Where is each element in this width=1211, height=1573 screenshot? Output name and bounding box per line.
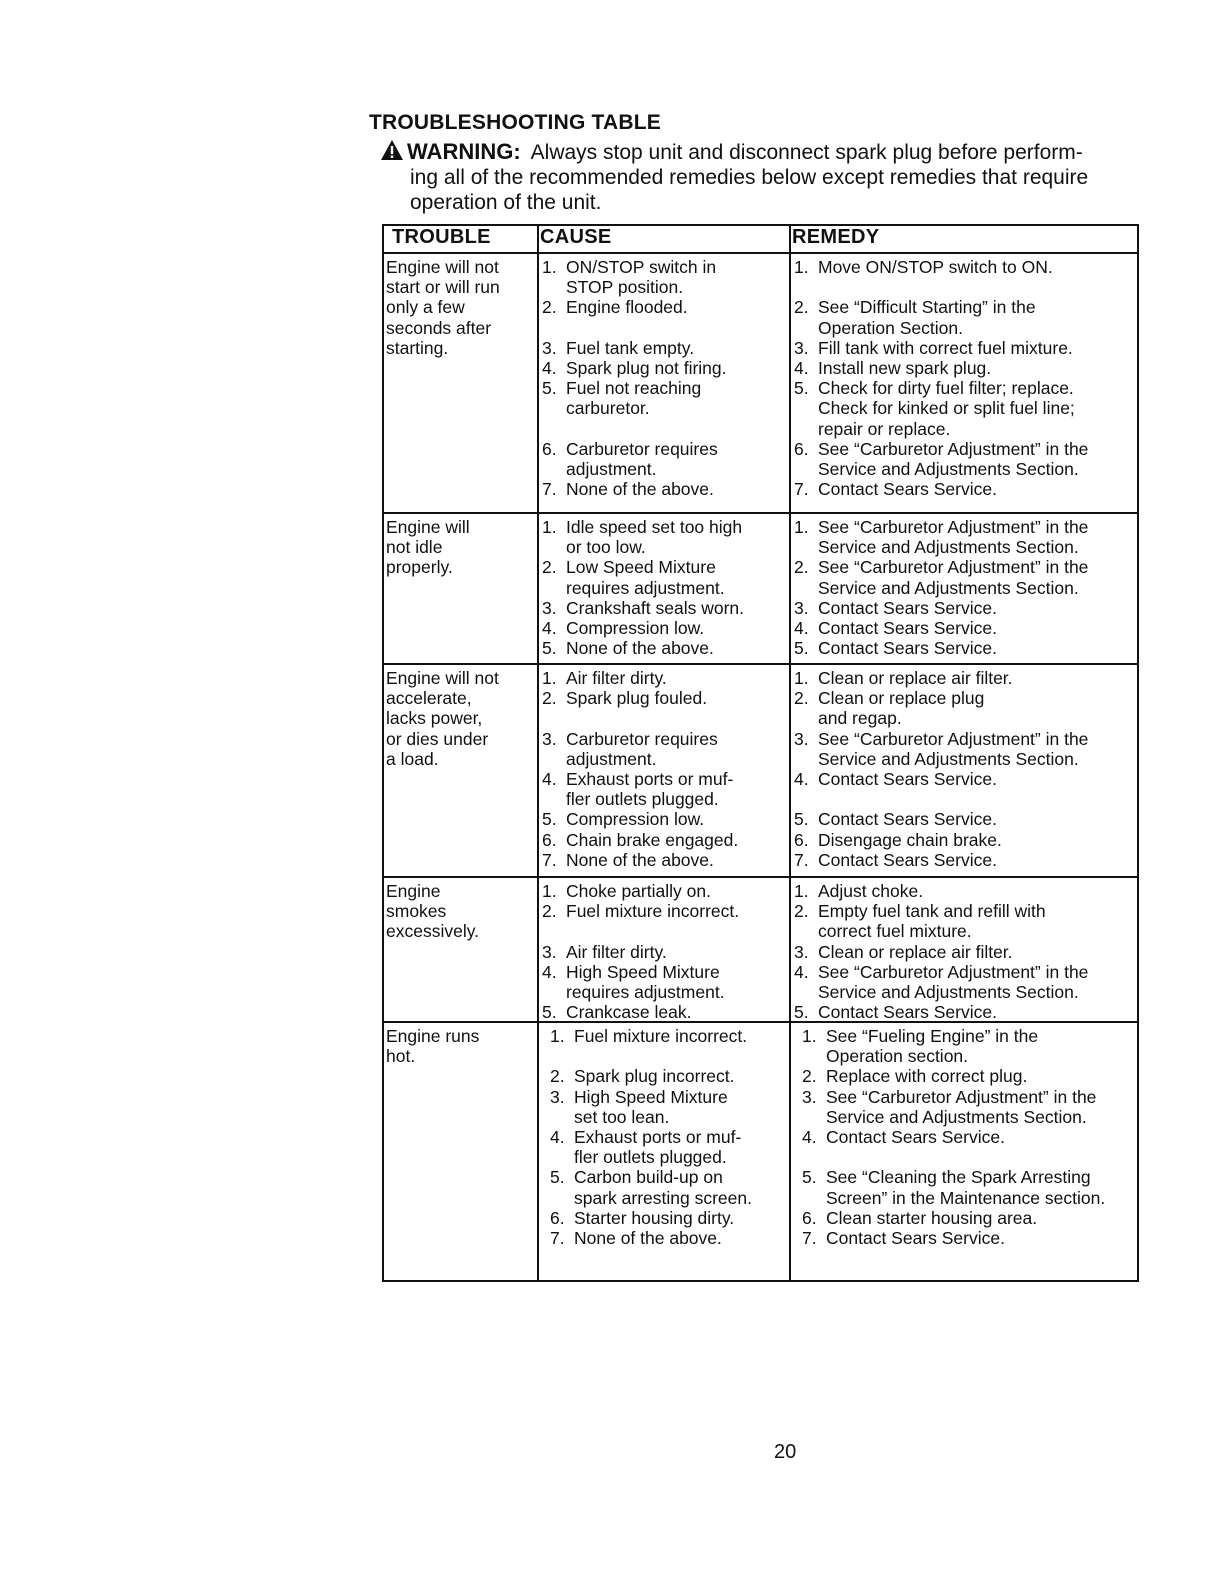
cause-item [538,479,816,499]
cause-item [538,638,816,658]
remedy-item [790,517,1163,557]
remedy-item-line: Service and Adjustments Section. [818,577,1079,598]
remedy-item-number: 3. [802,1086,817,1107]
remedy-item-line: See “Carburetor Adjustment” in the [818,438,1089,459]
cause-item [538,338,816,358]
remedy-item-number: 4. [794,769,809,789]
cause-item-number: 2. [542,297,557,318]
remedy-item [790,881,1163,901]
remedy-item-number: 4. [802,1127,817,1147]
remedy-item [790,962,1163,1002]
remedy-item-line: See “Carburetor Adjustment” in the [818,517,1089,537]
trouble-line: seconds after [386,317,492,338]
cause-item-number: 1. [550,1026,565,1046]
cause-item-line: Spark plug fouled. [566,688,708,709]
trouble-line: or dies under [386,728,489,749]
remedy-item-line: See “Carburetor Adjustment” in the [826,1086,1097,1107]
cause-item-line: Crankshaft seals worn. [566,597,744,618]
remedy-item [798,1167,1171,1207]
remedy-item [798,1228,1171,1248]
trouble-line: Engine will not [386,668,499,688]
warning-triangle-icon [380,139,404,161]
warning-label: WARNING: [407,139,521,164]
cause-item-number: 3. [542,728,557,749]
cause-item-line: Spark plug incorrect. [574,1066,735,1087]
row-divider [384,512,1137,514]
cause-item-line: Fuel tank empty. [566,337,695,358]
cause-item-number: 1. [542,881,557,901]
remedy-item [798,1066,1171,1086]
cause-item-line: spark arresting screen. [574,1187,752,1208]
cause-item-number: 7. [550,1228,565,1248]
trouble-line: properly. [386,557,453,578]
remedy-item-number: 1. [794,668,809,688]
remedy-item-line: Service and Adjustments Section. [818,459,1079,479]
warning-notice [380,139,1125,215]
cause-item-number: 7. [542,479,557,500]
cause-item [538,257,816,297]
remedy-item-line: Operation Section. [818,317,963,338]
cause-item-line: Spark plug not firing. [566,358,727,378]
cause-item-line: set too lean. [574,1106,670,1127]
remedy-item-number: 6. [794,829,809,850]
cause-item-line: Engine flooded. [566,297,688,318]
cause-item [538,668,816,688]
remedy-item [790,850,1163,870]
remedy-item [798,1087,1171,1127]
cause-item [538,850,816,870]
trouble-line: accelerate, [386,688,472,709]
cause-item [538,378,816,418]
remedy-item [790,901,1163,941]
cause-item [538,830,816,850]
remedy-item-number: 4. [794,961,809,982]
remedy-item-line: Operation section. [826,1046,969,1067]
remedy-item-line: Move ON/STOP switch to ON. [818,257,1053,277]
remedy-item [790,257,1163,277]
trouble-line: start or will run [386,277,500,298]
remedy-item [790,1002,1163,1022]
remedy-item-line: See “Carburetor Adjustment” in the [818,961,1089,982]
cause-item-number: 2. [542,557,557,578]
remedy-item [790,297,1163,337]
cause-item-line: or too low. [566,537,646,558]
cause-item-number: 5. [550,1167,565,1188]
remedy-item-number: 3. [794,597,809,618]
remedy-item [790,729,1163,769]
cause-item-line: ON/STOP switch in [566,257,717,277]
cause-item [538,809,816,829]
cause-item-line: Compression low. [566,809,705,830]
remedy-item-number: 4. [794,618,809,638]
remedy-item-line: See “Fueling Engine” in the [826,1026,1039,1046]
remedy-item-number: 5. [794,378,809,399]
remedy-item [790,942,1163,962]
cause-item-line: Carbon build-up on [574,1167,723,1188]
cause-item-number: 6. [542,829,557,850]
remedy-item-line: Service and Adjustments Section. [818,982,1079,1002]
trouble-line: Engine [386,881,441,901]
trouble-line: smokes [386,901,447,922]
remedy-item [790,830,1163,850]
cause-item-number: 5. [542,378,557,399]
cause-item-number: 4. [542,769,557,789]
remedy-item [790,618,1163,638]
warning-text-line3: operation of the unit. [410,191,602,214]
cause-item-number: 1. [542,668,557,688]
cause-item-line: Exhaust ports or muf- [574,1127,742,1147]
trouble-description [386,257,536,358]
remedy-item-number: 7. [802,1228,817,1248]
troubleshooting-table [382,224,1139,1282]
remedy-item-number: 1. [802,1026,817,1046]
cause-item-number: 3. [542,941,557,962]
remedy-item [790,769,1163,789]
cause-item [546,1208,824,1228]
remedy-item-line: Contact Sears Service. [818,849,997,870]
cause-item-line: adjustment. [566,748,657,769]
cause-item [538,439,816,479]
cause-item-line: requires adjustment. [566,577,725,598]
remedy-item-line: Check for kinked or split fuel line; [818,398,1075,419]
cause-item-line: Exhaust ports or muf- [566,769,734,789]
cause-item [538,942,816,962]
remedy-item-line: Service and Adjustments Section. [826,1106,1087,1127]
trouble-line: lacks power, [386,708,483,729]
remedy-item [790,338,1163,358]
remedy-item-line: Clean starter housing area. [826,1207,1038,1228]
remedy-item [790,358,1163,378]
cause-item-line: None of the above. [574,1228,722,1248]
remedy-item-line: Fill tank with correct fuel mixture. [818,337,1073,358]
cause-item [538,688,816,708]
cause-item [538,769,816,809]
remedy-item-number: 1. [794,257,809,277]
page-title: TROUBLESHOOTING TABLE [369,111,661,134]
cause-item-line: Air filter dirty. [566,941,667,962]
trouble-line: a load. [386,748,439,769]
trouble-line: not idle [386,537,443,558]
remedy-item-line: Contact Sears Service. [818,618,997,638]
remedy-item-line: Empty fuel tank and refill with [818,901,1046,922]
remedy-item-line: and regap. [818,708,902,729]
remedy-item-line: Check for dirty fuel filter; replace. [818,378,1074,399]
cause-item [546,1228,824,1248]
remedy-item-number: 2. [794,557,809,578]
cause-item-number: 4. [542,618,557,638]
remedy-item-line: Clean or replace plug [818,688,985,709]
remedy-item [790,439,1163,479]
warning-text-line1: Always stop unit and disconnect spark plug before perform- [530,141,1083,164]
remedy-item-line: Service and Adjustments Section. [818,537,1079,558]
remedy-item-line: Contact Sears Service. [826,1127,1005,1147]
remedy-item-line: See “Carburetor Adjustment” in the [818,728,1089,749]
cause-item-line: Compression low. [566,618,705,638]
remedy-item-line: Contact Sears Service. [818,479,997,500]
cause-item-number: 3. [542,337,557,358]
remedy-item-number: 7. [794,479,809,500]
cause-item [538,1002,816,1022]
cause-item-line: adjustment. [566,459,657,479]
warning-text-line2: ing all of the recommended remedies below except remedies that require [410,166,1089,189]
remedy-item-line: Adjust choke. [818,881,924,901]
cause-item-number: 1. [542,257,557,277]
remedy-item-number: 5. [794,809,809,830]
remedy-item-number: 3. [794,337,809,358]
cause-item-number: 1. [542,517,557,537]
trouble-line: Engine runs [386,1026,480,1046]
remedy-item-number: 6. [802,1207,817,1228]
remedy-item-line: Clean or replace air filter. [818,668,1013,688]
cause-item [538,881,816,901]
remedy-item-line: See “Difficult Starting” in the [818,297,1036,318]
cause-item-line: Crankcase leak. [566,1002,692,1023]
cause-item-line: STOP position. [566,277,684,298]
trouble-line: Engine will not [386,257,499,277]
remedy-item [790,598,1163,618]
header-cause: CAUSE [540,226,612,248]
cause-item-line: carburetor. [566,398,650,419]
cause-item [538,598,816,618]
cause-item-line: Choke partially on. [566,881,711,901]
cause-item-number: 6. [542,438,557,459]
remedy-item [798,1127,1171,1147]
remedy-item [790,479,1163,499]
cause-item-line: fler outlets plugged. [566,789,719,810]
remedy-item-line: Contact Sears Service. [818,1002,997,1023]
cause-item [538,358,816,378]
cause-item-line: None of the above. [566,638,714,659]
cause-item-number: 2. [550,1066,565,1087]
cause-item-line: Low Speed Mixture [566,557,716,578]
remedy-item-line: Disengage chain brake. [818,829,1002,850]
cause-item-line: None of the above. [566,479,714,500]
cause-item-line: None of the above. [566,849,714,870]
remedy-item [790,378,1163,439]
cause-item [538,557,816,597]
cause-item-line: Fuel mixture incorrect. [574,1026,748,1046]
cause-item-number: 7. [542,849,557,870]
cause-item [546,1127,824,1167]
cause-item-number: 3. [542,597,557,618]
remedy-item-line: Contact Sears Service. [818,638,997,659]
cause-item-number: 5. [542,809,557,830]
row-divider [384,663,1137,665]
cause-item-line: Starter housing dirty. [574,1207,735,1228]
cause-item-line: Idle speed set too high [566,517,743,537]
remedy-item-number: 2. [794,901,809,922]
cause-item-line: Air filter dirty. [566,668,667,688]
remedy-item-line: Service and Adjustments Section. [818,748,1079,769]
cause-item-number: 4. [542,358,557,378]
cause-item-number: 4. [550,1127,565,1147]
cause-item [538,729,816,769]
remedy-item-line: Contact Sears Service. [818,597,997,618]
remedy-item-number: 5. [794,1002,809,1023]
remedy-item [790,688,1163,728]
cause-item-line: Fuel not reaching [566,378,702,399]
cause-item [546,1026,824,1046]
remedy-item [790,638,1163,658]
trouble-line: Engine will [386,517,470,537]
remedy-item-number: 4. [794,358,809,378]
cause-item-line: Carburetor requires [566,438,718,459]
row-divider [384,876,1137,878]
remedy-item-line: See “Cleaning the Spark Arresting [826,1167,1091,1188]
remedy-item [790,557,1163,597]
remedy-item-line: Replace with correct plug. [826,1066,1028,1087]
header-remedy: REMEDY [792,226,880,248]
cause-item-line: Fuel mixture incorrect. [566,901,740,922]
trouble-line: only a few [386,297,465,318]
cause-item-number: 4. [542,961,557,982]
cause-item-line: Chain brake engaged. [566,829,739,850]
page-number: 20 [774,1441,797,1463]
remedy-item [798,1208,1171,1228]
remedy-item-number: 2. [802,1066,817,1087]
trouble-description [386,881,536,942]
remedy-item-number: 5. [802,1167,817,1188]
remedy-item-line: Install new spark plug. [818,358,992,378]
remedy-item-number: 6. [794,438,809,459]
trouble-line: hot. [386,1046,416,1067]
cause-item [538,517,816,557]
header-divider [384,252,1137,254]
trouble-description [386,1026,536,1066]
remedy-item-line: Contact Sears Service. [826,1228,1005,1248]
remedy-item-line: Screen” in the Maintenance section. [826,1187,1106,1208]
remedy-item-number: 2. [794,297,809,318]
remedy-item-line: Contact Sears Service. [818,809,997,830]
cause-item-line: High Speed Mixture [574,1086,728,1107]
remedy-item-number: 5. [794,638,809,659]
cause-item-number: 5. [542,638,557,659]
cause-item [538,901,816,921]
cause-item [538,618,816,638]
trouble-description [386,668,536,769]
remedy-item-number: 1. [794,517,809,537]
cause-item-number: 5. [542,1002,557,1023]
cause-item-line: Carburetor requires [566,728,718,749]
cause-item [546,1087,824,1127]
cause-item-number: 2. [542,688,557,709]
remedy-item-number: 2. [794,688,809,709]
remedy-item-line: repair or replace. [818,418,951,439]
remedy-item-line: Clean or replace air filter. [818,941,1013,962]
remedy-item-line: See “Carburetor Adjustment” in the [818,557,1089,578]
remedy-item-number: 3. [794,728,809,749]
trouble-line: starting. [386,337,449,358]
remedy-item-line: correct fuel mixture. [818,921,972,942]
cause-item-number: 3. [550,1086,565,1107]
cause-item-line: fler outlets plugged. [574,1147,727,1168]
remedy-item [790,668,1163,688]
cause-item [538,962,816,1002]
remedy-item [798,1026,1171,1066]
header-trouble: TROUBLE [392,226,491,248]
cause-item [546,1167,824,1207]
cause-item-number: 2. [542,901,557,922]
cause-item-line: High Speed Mixture [566,961,720,982]
remedy-item-number: 1. [794,881,809,901]
remedy-item-number: 7. [794,849,809,870]
cause-item-line: requires adjustment. [566,982,725,1002]
remedy-item [790,809,1163,829]
cause-item [538,297,816,317]
remedy-item-number: 3. [794,941,809,962]
cause-item [546,1066,824,1086]
remedy-item-line: Contact Sears Service. [818,769,997,789]
cause-item-number: 6. [550,1207,565,1228]
trouble-line: excessively. [386,921,480,942]
trouble-description [386,517,536,578]
